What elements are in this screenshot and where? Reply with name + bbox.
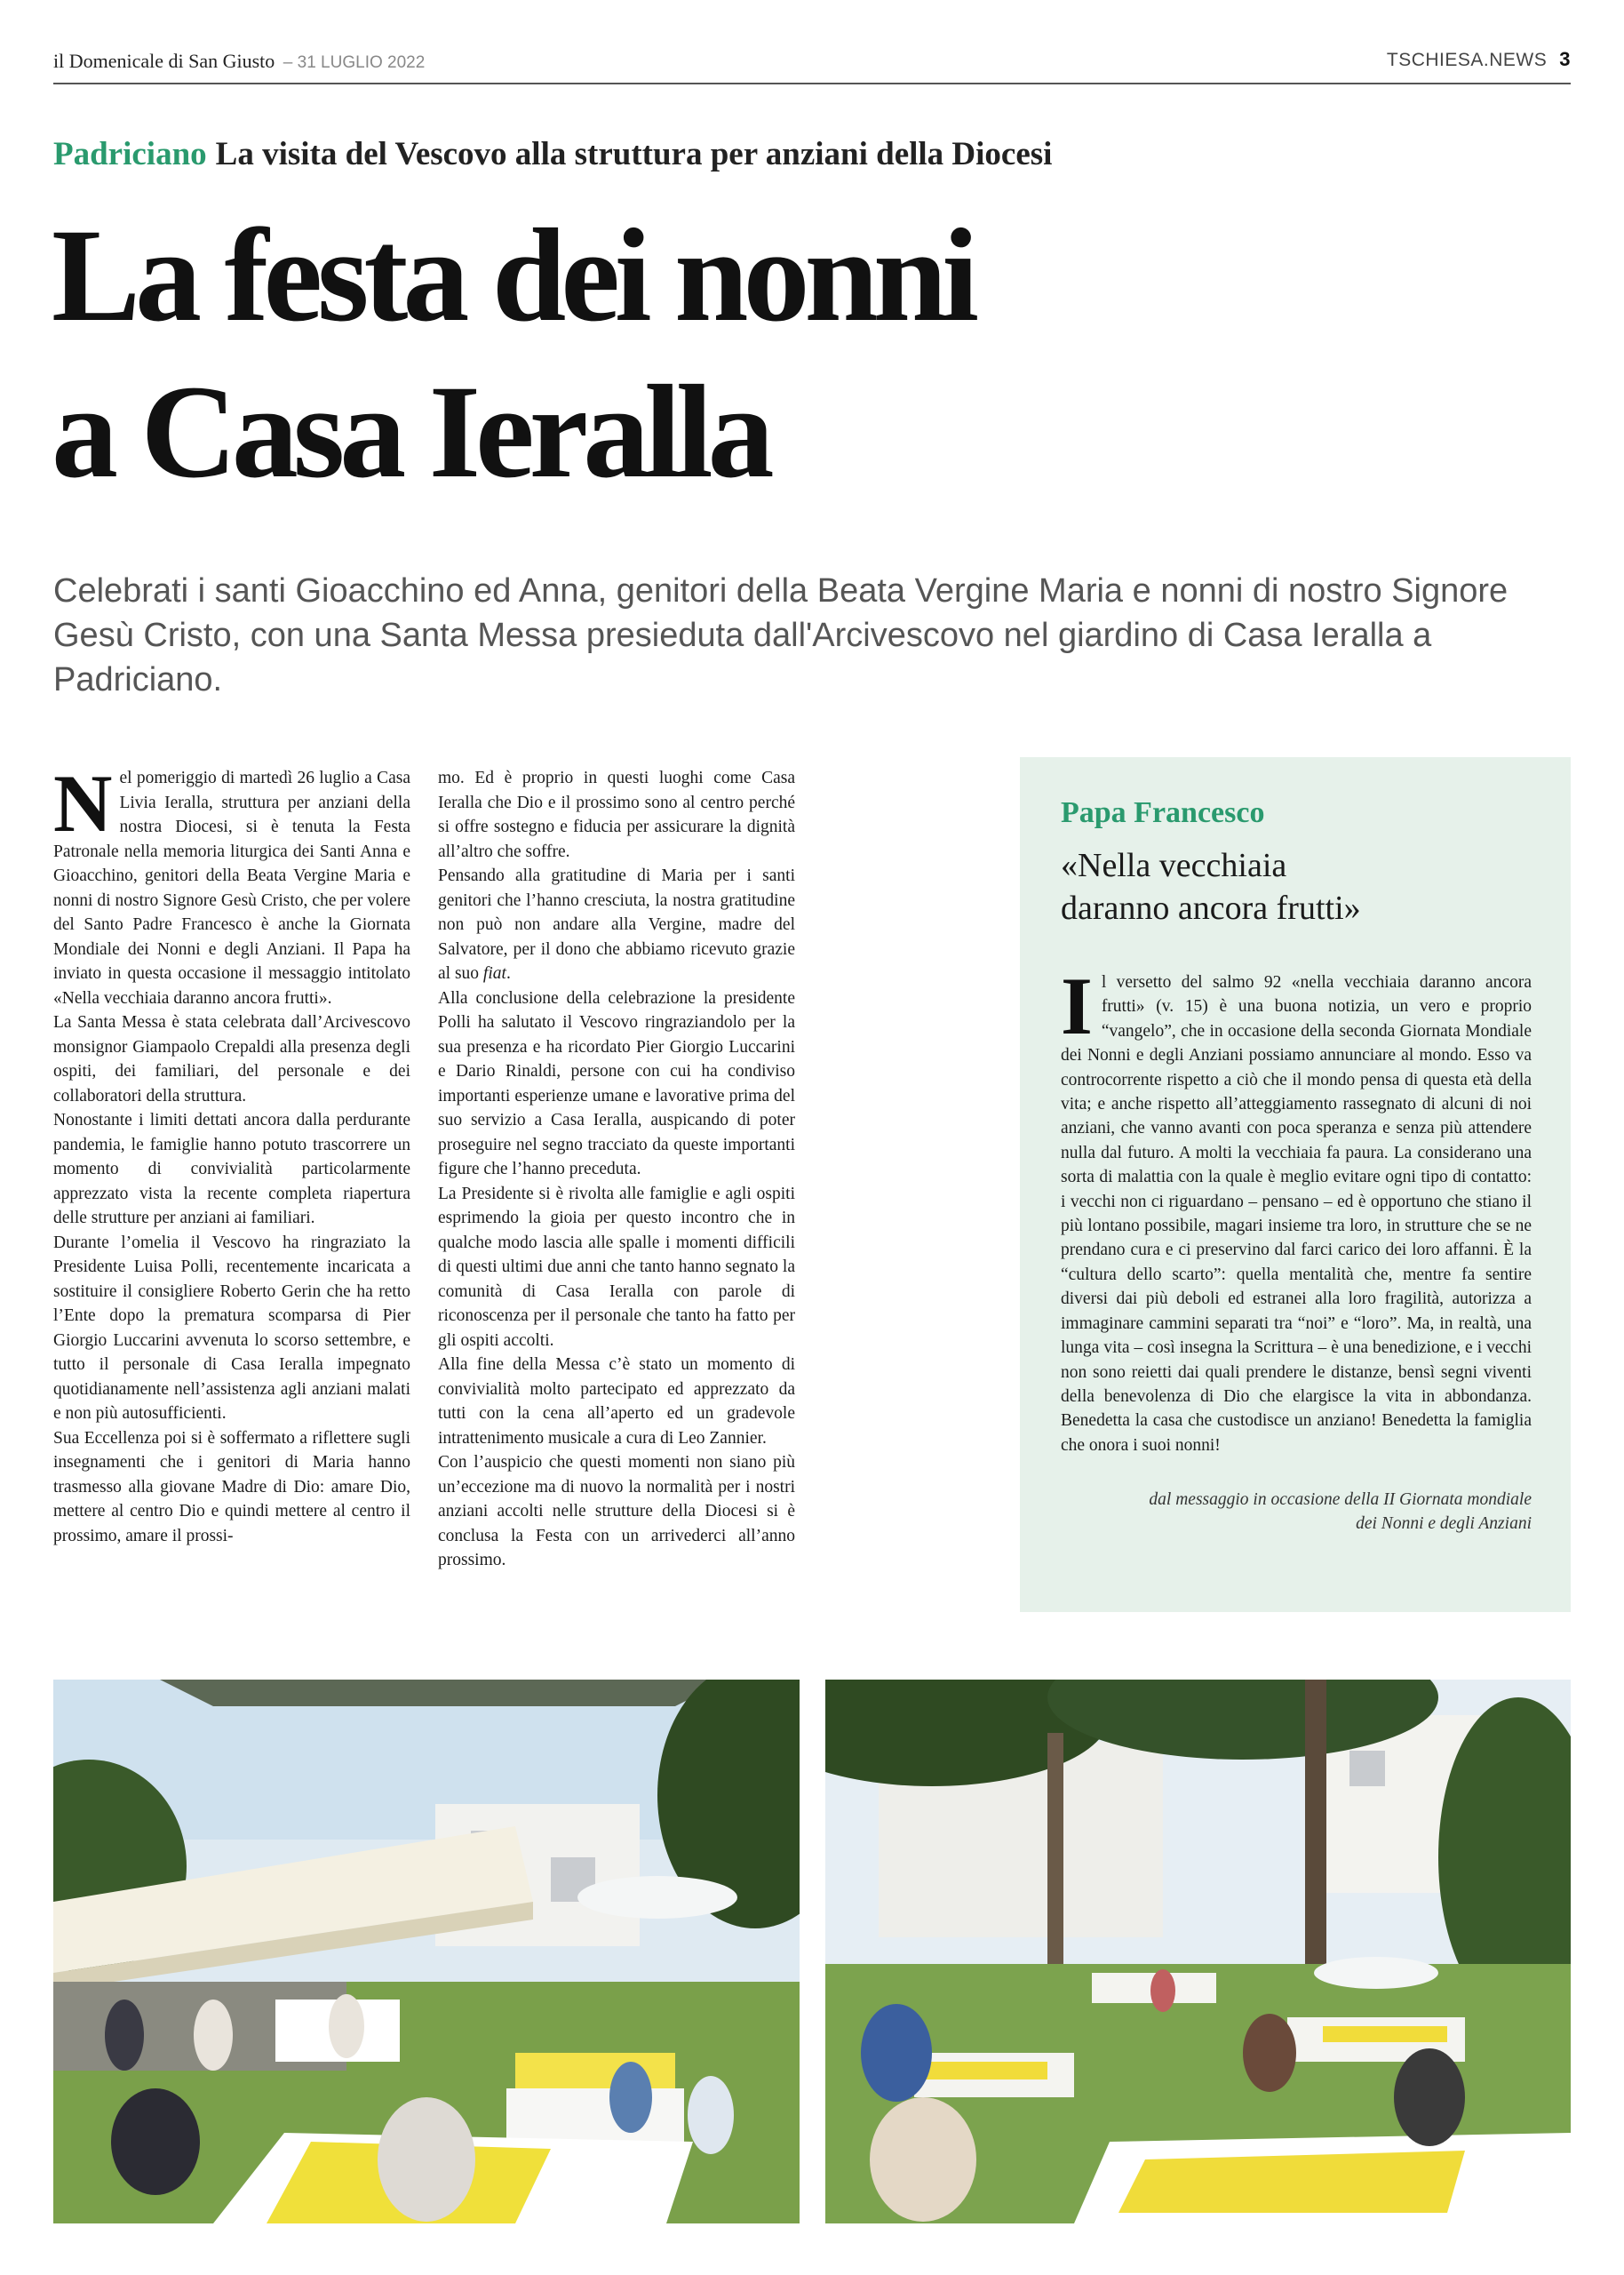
source-line-2: dei Nonni e degli Anziani (1356, 1514, 1532, 1534)
article-title (52, 197, 1295, 510)
site-header (1387, 48, 1571, 71)
drop-cap: N (53, 758, 113, 849)
paragraph-text: Pensando alla gratitudine di Maria per i santi genitori che l’hanno cresciuta, la nostra gratitudine non può non andare alla Vergine, madre del Salvatore, per il dono che abbiamo ricevuto grazie al suo (438, 866, 795, 983)
paragraph: Alla fine della Messa c’è stato un momento di convivialità molto partecipato ed apprezzato da tutti con la cena all’aperto ed un gradevole intrattenimento musicale a cura di Leo Zannier. (438, 1355, 795, 1448)
paragraph (53, 758, 410, 1010)
kicker-place: Padriciano (53, 136, 207, 172)
paragraph: Alla conclusione della celebrazione la presidente Polli ha salutato il Vescovo ringraziandolo per la sua presenza e ha ricordato Pier Giorgio Luccarini e Dario Rinaldi, persone con cui ha condiviso importanti esperienze umane e lavorative prima del suo servizio a Casa Ieralla, auspicando di poter proseguire nel segno tracciato da queste importanti figure che l’hanno preceduta. (438, 988, 795, 1178)
photo-mass-illustration (53, 1680, 800, 2223)
paragraph (438, 864, 795, 986)
paragraph-end: . (506, 964, 511, 983)
emphasis-fiat: fiat (482, 964, 506, 983)
sidebar-quote (1061, 844, 1532, 930)
publication-name: il Domenicale di San Giusto (53, 50, 275, 72)
photo-mass-in-garden (53, 1680, 800, 2223)
sidebar-body (1061, 961, 1532, 1457)
publication-header (53, 50, 425, 73)
sidebar-box (1020, 757, 1571, 1612)
article-column-1 (53, 758, 410, 1548)
photo-garden-illustration (825, 1680, 1571, 2223)
sidebar-drop-cap: I (1061, 961, 1093, 1051)
paragraph: Sua Eccellenza poi si è soffermato a riflettere sugli insegnamenti che i genitori di Maria hanno trasmesso alla giovane Madre di Dio: amare Dio, mettere al centro Dio e quindi mettere al centro il prossimo, amare il prossi- (53, 1428, 410, 1545)
paragraph: Con l’auspicio che questi momenti non siano più un’eccezione ma di nuovo la normalità per i nostri anziani accolti nelle strutture della Diocesi si è conclusa la Festa con un arrivederci all’anno prossimo. (438, 1453, 795, 1569)
header-rule (53, 83, 1571, 84)
sidebar-kicker: Papa Francesco (1061, 796, 1265, 829)
paragraph: Durante l’omelia il Vescovo ha ringraziato la Presidente Luisa Polli, recentemente incaricata a sostituire il consigliere Roberto Gerin che ha retto l’Ente dopo la prematura scomparsa di Pier Giorgio Luccarini avvenuta lo scorso settembre, e tutto il personale di Casa Ieralla impegnato quotidianamente nell’assistenza agli anziani malati e non più autosufficienti. (53, 1233, 410, 1423)
kicker-text: La visita del Vescovo alla struttura per anziani della Diocesi (215, 136, 1053, 172)
article-kicker (53, 135, 1052, 173)
photo-garden-tables (825, 1680, 1571, 2223)
title-line-1: La festa dei nonni (52, 202, 975, 349)
paragraph: Nonostante i limiti dettati ancora dalla perdurante pandemia, le famiglie hanno potuto trascorrere un momento di convivialità particolarmente apprezzato vista la recente completa riapertura delle strutture per anziani ai familiari. (53, 1111, 410, 1227)
article-column-2 (438, 766, 795, 1573)
paragraph: La Santa Messa è stata celebrata dall’Arcivescovo monsignor Giampaolo Crepaldi alla presenza degli ospiti, dei familiari, del personale e dei collaboratori della struttura. (53, 1013, 410, 1106)
source-line-1: dal messaggio in occasione della II Giornata mondiale (1149, 1490, 1532, 1510)
article-lead: Celebrati i santi Gioacchino ed Anna, genitori della Beata Vergine Maria e nonni di nostro Signore Gesù Cristo, con una Santa Messa presieduta dall'Arcivescovo nel giardino di Casa Ieralla a Padriciano. (53, 572, 1509, 698)
paragraph: mo. Ed è proprio in questi luoghi come Casa Ieralla che Dio e il prossimo sono al centro perché si offre sostegno e fiducia per assicurare la dignità all’altro che soffre. (438, 769, 795, 861)
title-line-2: a Casa Ieralla (52, 358, 769, 506)
page-number: 3 (1559, 48, 1571, 70)
paragraph-text: el pomeriggio di martedì 26 luglio a Casa Livia Ieralla, struttura per anziani della nostra Diocesi, si è tenuta la Festa Patronale nella memoria liturgica dei Santi Anna e Gioacchino, genitori della Beata Vergine Maria e nonni di nostro Signore Gesù Cristo, che per volere del Santo Padre Francesco è anche la Giornata Mondiale dei Nonni e degli Anziani. Il Papa ha inviato in questa occasione il messaggio intitolato «Nella vecchiaia daranno ancora frutti». (53, 769, 410, 1008)
site-name: TSCHIESA.NEWS (1386, 50, 1548, 70)
paragraph: La Presidente si è rivolta alle famiglie e agli ospiti esprimendo la gioia per questo incontro che in qualche modo lascia alle spalle i momenti difficili di questi ultimi due anni che tanto hanno segnato la comunità di Casa Ieralla con parole di riconoscenza per il personale che tanto ha fatto per gli ospiti accolti. (438, 1184, 795, 1350)
quote-line-1: «Nella vecchiaia (1061, 847, 1287, 884)
sidebar-source (1061, 1488, 1532, 1536)
issue-date: – 31 LUGLIO 2022 (283, 53, 426, 72)
quote-line-2: daranno ancora frutti» (1061, 890, 1361, 927)
sidebar-text: l versetto del salmo 92 «nella vecchiaia daranno ancora frutti» (v. 15) è una buona notizia, un vero e proprio “vangelo”, che in occasione della seconda Giornata Mondiale dei Nonni e degli Anziani possiamo annunciare al mondo. Esso va controcorrente rispetto a ciò che il mondo pensa di questa età della vita; e anche rispetto all’atteggiamento rassegnato di alcuni di noi anziani, che vanno avanti con poca speranza e senza più attendere nulla dal futuro. A molti la vecchiaia fa paura. La considerano una sorta di malattia con la quale è meglio evitare ogni tipo di contatto: i vecchi non ci riguardano – pensano – ed è opportuno che stiano il più lontano possibile, magari insieme tra loro, in strutture che se ne prendano cura e ci preservino dal farci carico dei loro affanni. È la “cultura dello scarto”: quella mentalità che, mentre fa sentire diversi dai più deboli ed estranei alla loro fragilità, autorizza a immaginare cammini separati tra “noi” e “loro”. Ma, in realtà, una lunga vita – così insegna la Scrittura – è una benedizione, e i vecchi non sono reietti dai quali prendere le distanze, bensì segni viventi della benevolenza di Dio che elargisce la vita in abbondanza. Benedetta la casa che custodisce un anziano! Benedetta la famiglia che onora i suoi nonni! (1061, 973, 1532, 1455)
